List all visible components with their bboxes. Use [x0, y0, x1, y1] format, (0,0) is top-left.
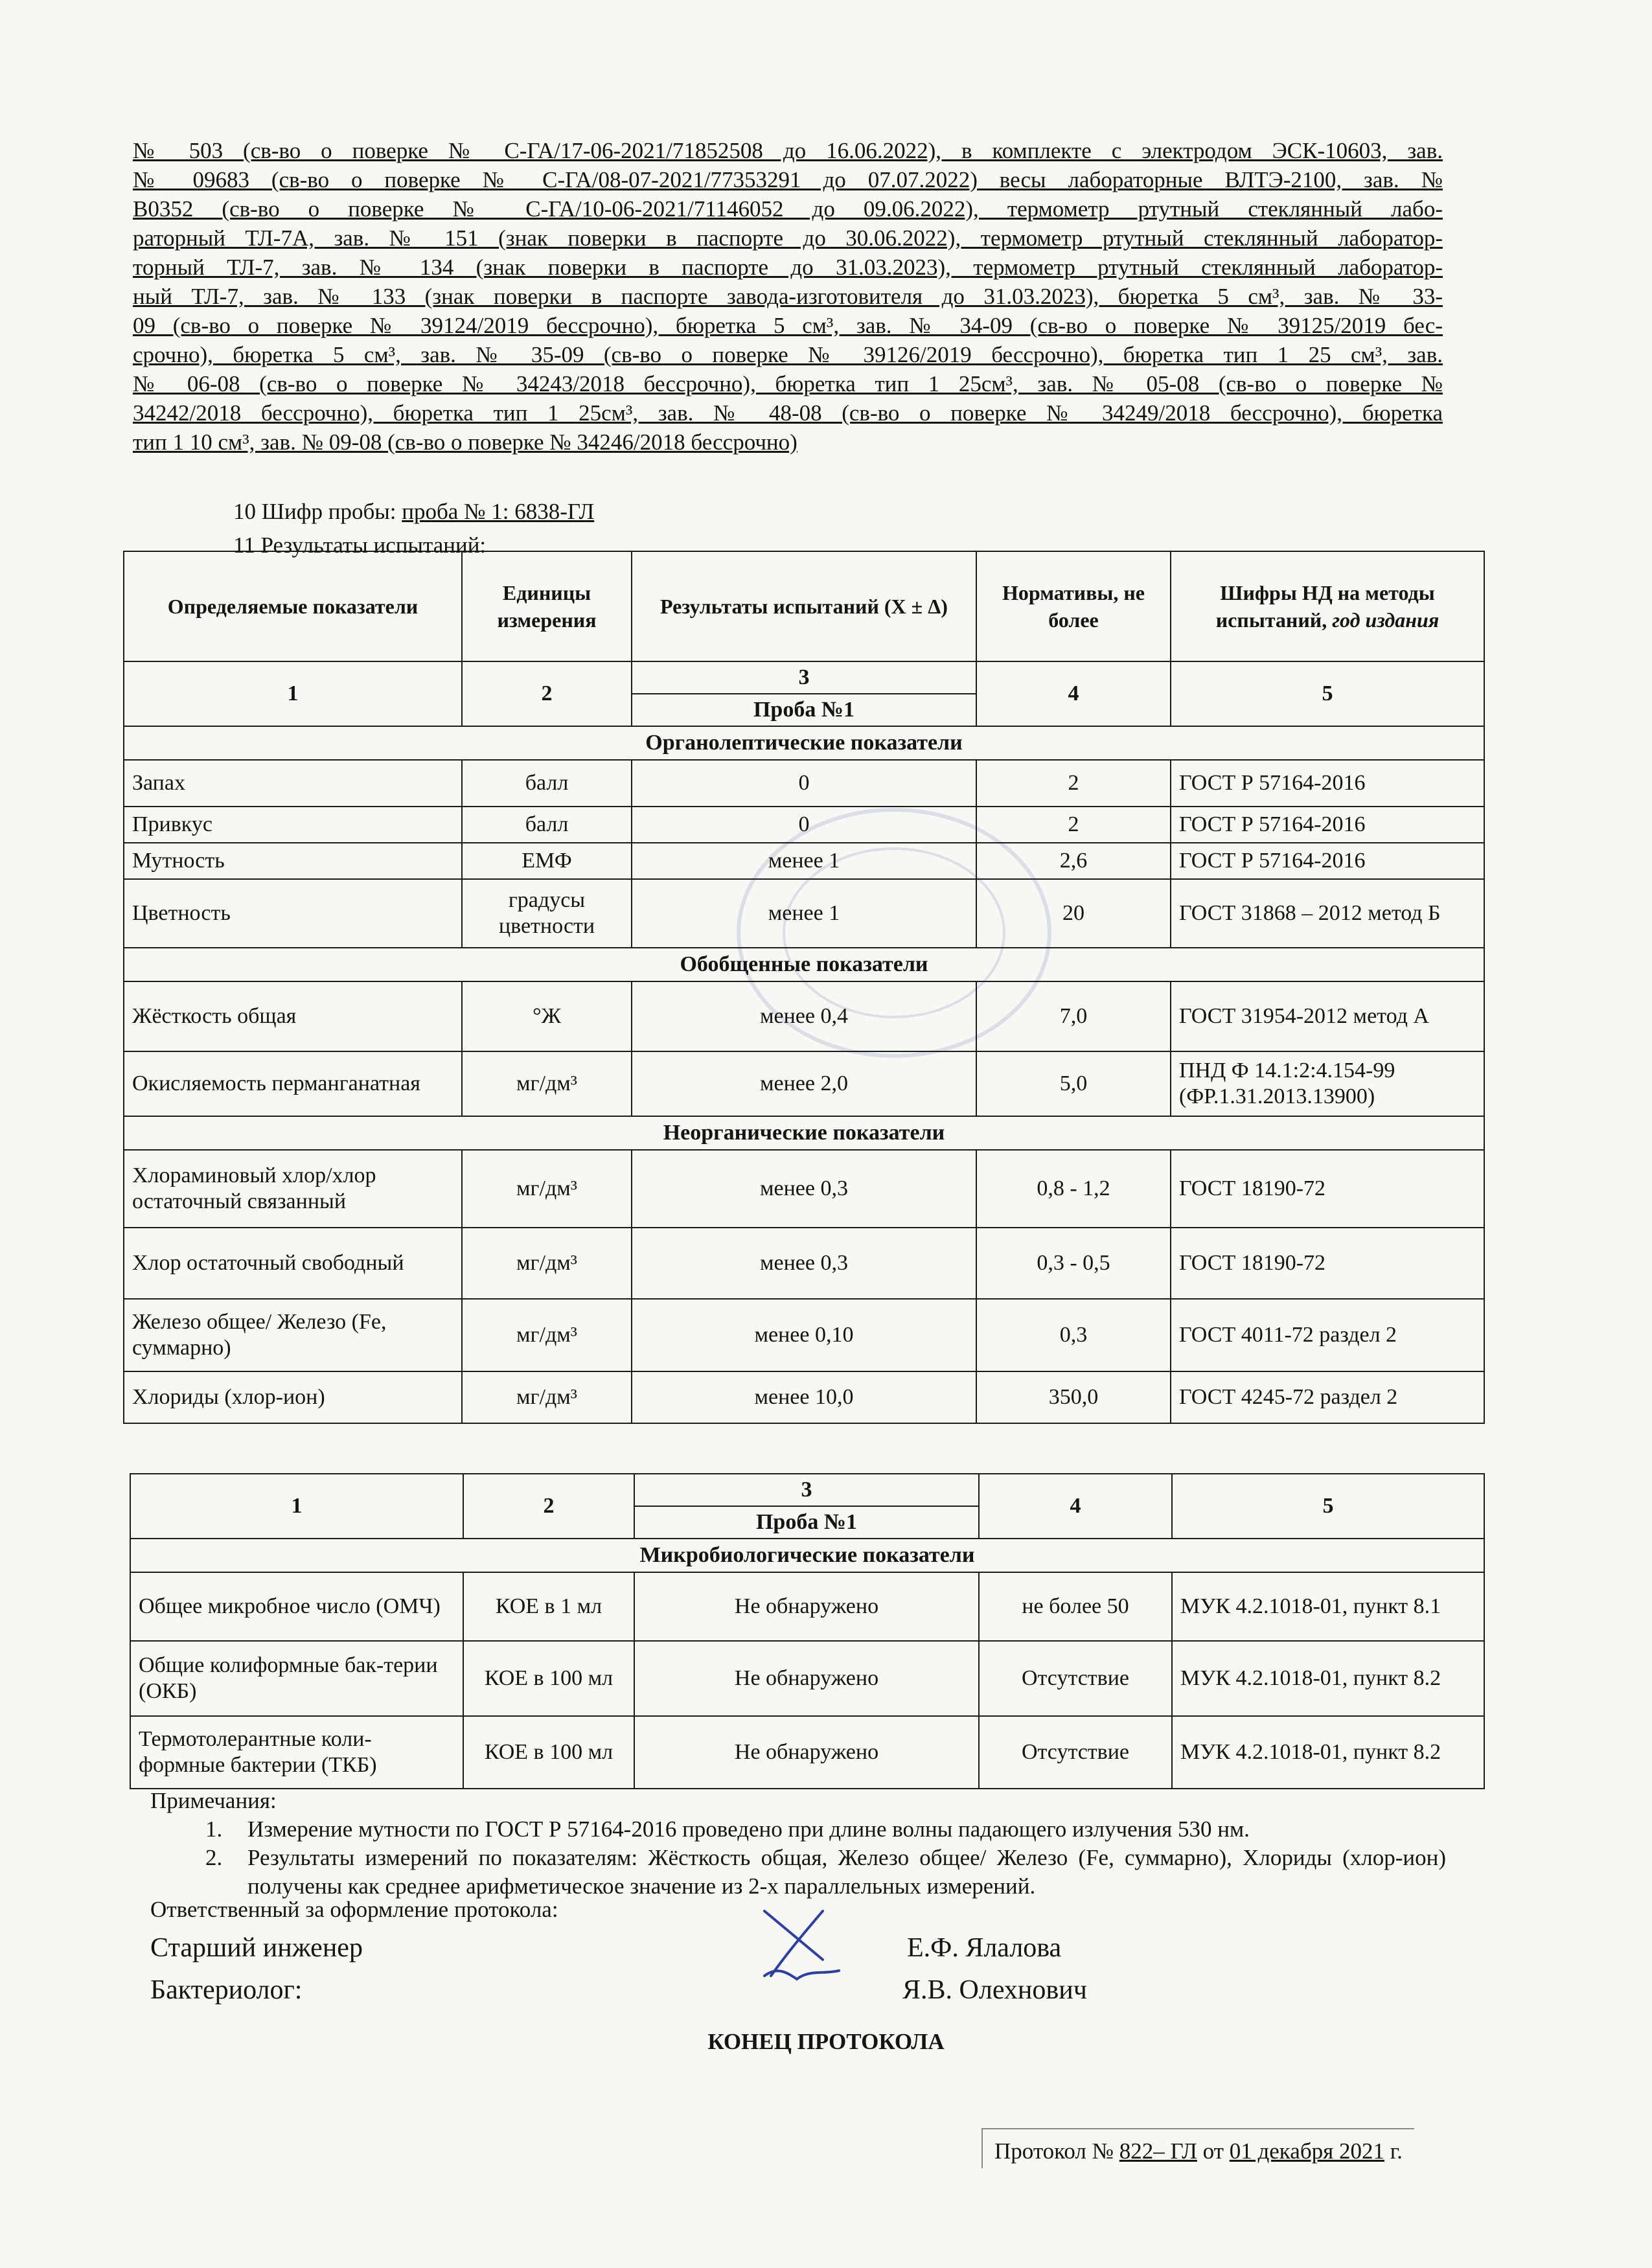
indicator-cell: Железо общее/ Железо (Fe, суммарно) — [124, 1299, 462, 1371]
table-row — [124, 981, 1484, 1051]
results-label: 11 Результаты испытаний: — [233, 533, 487, 558]
indicator-cell: Запах — [124, 760, 462, 807]
header-indicator: Определяемые показатели — [124, 551, 462, 661]
units-cell: мг/дм³ — [462, 1299, 632, 1371]
column-numbers-row — [124, 661, 1484, 694]
note-item — [150, 1815, 1446, 1844]
section-row — [124, 1116, 1484, 1150]
note-number: 1. — [205, 1816, 223, 1842]
col-number: 3 — [634, 1474, 979, 1506]
table-row — [124, 1371, 1484, 1423]
table-row — [124, 1299, 1484, 1371]
header-norms: Нормативы, не более — [976, 551, 1171, 661]
norm-cell: Отсутствие — [979, 1716, 1172, 1789]
norm-cell: 2,6 — [976, 843, 1171, 879]
equipment-line: № 503 (св-во о поверке № С-ГА/17-06-2021/71852508 до 16.06.2022), в комплекте с электродом ЭСК-10603, зав. — [133, 138, 1443, 163]
table-row — [124, 843, 1484, 879]
units-cell: балл — [462, 807, 632, 843]
col-number: 5 — [1171, 661, 1484, 726]
result-cell: 0 — [632, 807, 976, 843]
method-cell: ГОСТ Р 57164-2016 — [1171, 807, 1484, 843]
equipment-line: торный ТЛ-7, зав. № 134 (знак поверки в паспорте до 31.03.2023), термометр ртутный стеклянный лаборатор- — [133, 255, 1443, 280]
col-number: 4 — [979, 1474, 1172, 1539]
equipment-line: раторный ТЛ-7А, зав. № 151 (знак поверки в паспорте до 30.06.2022), термометр ртутный стеклянный лаборатор- — [133, 225, 1443, 251]
indicator-cell: Окисляемость перманганатная — [124, 1051, 462, 1116]
protocol-number: 822– ГЛ — [1119, 2138, 1197, 2164]
units-cell: КОЕ в 100 мл — [463, 1716, 634, 1789]
note-text: Измерение мутности по ГОСТ Р 57164-2016 проведено при длине волны падающего излучения 530 нм. — [247, 1816, 1250, 1842]
sample-code-value: проба № 1: 6838-ГЛ — [402, 499, 595, 524]
header-methods-year: год издания — [1332, 608, 1440, 632]
method-cell: МУК 4.2.1018-01, пункт 8.2 — [1172, 1716, 1484, 1789]
equipment-line: срочно), бюретка 5 см³, зав. № 35-09 (св-во о поверке № 39126/2019 бессрочно), бюретка тип 1 25 см³, зав. — [133, 342, 1443, 367]
result-cell: менее 1 — [632, 879, 976, 948]
equipment-line: № 06-08 (св-во о поверке № 34243/2018 бессрочно), бюретка тип 1 25см³, зав. № 05-08 (св-во о поверке № — [133, 371, 1443, 396]
equipment-line: тип 1 10 см³, зав. № 09-08 (св-во о поверке № 34246/2018 бессрочно) — [133, 430, 797, 455]
sample-label: Проба №1 — [634, 1506, 979, 1539]
signer-name-2: Я.В. Олехнович — [902, 1975, 1087, 2005]
footer-suffix: г. — [1384, 2138, 1403, 2164]
indicator-cell: Термотолерантные коли-формные бактерии (ТКБ) — [130, 1716, 463, 1789]
units-cell: мг/дм³ — [462, 1228, 632, 1299]
end-of-protocol: КОНЕЦ ПРОТОКОЛА — [707, 2029, 945, 2054]
role-bacteriologist: Бактериолог: — [150, 1975, 303, 2005]
units-cell: балл — [462, 760, 632, 807]
result-cell: Не обнаружено — [634, 1572, 979, 1641]
method-cell: ГОСТ Р 57164-2016 — [1171, 760, 1484, 807]
norm-cell: 20 — [976, 879, 1171, 948]
indicator-cell: Хлор остаточный свободный — [124, 1228, 462, 1299]
norm-cell: Отсутствие — [979, 1641, 1172, 1716]
units-cell: мг/дм³ — [462, 1051, 632, 1116]
result-cell: менее 10,0 — [632, 1371, 976, 1423]
header-methods — [1171, 551, 1484, 661]
notes-title: Примечания: — [150, 1788, 277, 1813]
indicator-cell: Привкус — [124, 807, 462, 843]
units-cell: КОЕ в 1 мл — [463, 1572, 634, 1641]
footer-mid: от — [1197, 2138, 1230, 2164]
method-cell: ГОСТ Р 57164-2016 — [1171, 843, 1484, 879]
protocol-date: 01 декабря 2021 — [1229, 2138, 1384, 2164]
section-inorganic: Неорганические показатели — [124, 1116, 1484, 1150]
units-cell: мг/дм³ — [462, 1150, 632, 1228]
handwritten-signature — [726, 1898, 855, 1995]
col-number: 2 — [462, 661, 632, 726]
section-row — [124, 726, 1484, 760]
equipment-line: ный ТЛ-7, зав. № 133 (знак поверки в паспорте завода-изготовителя до 31.03.2023), бюретка 5 см³, зав. № 33- — [133, 284, 1443, 309]
method-cell: ГОСТ 31868 – 2012 метод Б — [1171, 879, 1484, 948]
table-row — [124, 1228, 1484, 1299]
result-cell: менее 0,3 — [632, 1228, 976, 1299]
norm-cell: 5,0 — [976, 1051, 1171, 1116]
results-table-micro — [130, 1473, 1485, 1789]
method-cell: МУК 4.2.1018-01, пункт 8.2 — [1172, 1641, 1484, 1716]
section-general: Обобщенные показатели — [124, 948, 1484, 981]
signer-name-1: Е.Ф. Ялалова — [907, 1933, 1062, 1963]
indicator-cell: Общие колиформные бак-терии (ОКБ) — [130, 1641, 463, 1716]
section-micro: Микробиологические показатели — [130, 1539, 1484, 1572]
method-cell: МУК 4.2.1018-01, пункт 8.1 — [1172, 1572, 1484, 1641]
equipment-line: № 09683 (св-во о поверке № С-ГА/08-07-2021/77353291 до 07.07.2022) весы лабораторные ВЛТЭ-2100, зав. № — [133, 167, 1443, 192]
header-units: Единицы измерения — [462, 551, 632, 661]
table-row — [124, 807, 1484, 843]
col-number: 2 — [463, 1474, 634, 1539]
footer-prefix: Протокол № — [994, 2138, 1119, 2164]
norm-cell: не более 50 — [979, 1572, 1172, 1641]
norm-cell: 0,3 - 0,5 — [976, 1228, 1171, 1299]
result-cell: менее 2,0 — [632, 1051, 976, 1116]
units-cell: КОЕ в 100 мл — [463, 1641, 634, 1716]
section-row — [124, 948, 1484, 981]
units-cell: градусы цветности — [462, 879, 632, 948]
result-cell: Не обнаружено — [634, 1641, 979, 1716]
norm-cell: 2 — [976, 807, 1171, 843]
col-number: 4 — [976, 661, 1171, 726]
units-cell: мг/дм³ — [462, 1371, 632, 1423]
method-cell: ПНД Ф 14.1:2:4.154-99 (ФР.1.31.2013.13900) — [1171, 1051, 1484, 1116]
result-cell: менее 0,10 — [632, 1299, 976, 1371]
results-table-main — [123, 551, 1485, 1424]
sample-code-label: 10 Шифр пробы: — [233, 499, 402, 524]
col-number: 5 — [1172, 1474, 1484, 1539]
section-organoleptic: Органолептические показатели — [124, 726, 1484, 760]
equipment-line: 34242/2018 бессрочно), бюретка тип 1 25см³, зав. № 48-08 (св-во о поверке № 34249/2018 бессрочно), бюретка — [133, 400, 1443, 426]
table-row — [130, 1572, 1484, 1641]
norm-cell: 0,3 — [976, 1299, 1171, 1371]
table-row — [124, 760, 1484, 807]
norm-cell: 2 — [976, 760, 1171, 807]
indicator-cell: Мутность — [124, 843, 462, 879]
method-cell: ГОСТ 4245-72 раздел 2 — [1171, 1371, 1484, 1423]
notes-block — [150, 1787, 1446, 1901]
result-cell: менее 0,3 — [632, 1150, 976, 1228]
method-cell: ГОСТ 18190-72 — [1171, 1150, 1484, 1228]
sample-label: Проба №1 — [632, 694, 976, 726]
result-cell: менее 1 — [632, 843, 976, 879]
table-row — [124, 1150, 1484, 1228]
result-cell: Не обнаружено — [634, 1716, 979, 1789]
note-text: Результаты измерений по показателям: Жёсткость общая, Железо общее/ Железо (Fe, суммарно), Хлориды (хлор-ион) получены как среднее арифметическое значение из 2-х параллельных измерений. — [247, 1845, 1446, 1899]
result-cell: менее 0,4 — [632, 981, 976, 1051]
method-cell: ГОСТ 4011-72 раздел 2 — [1171, 1299, 1484, 1371]
table-row — [124, 879, 1484, 948]
column-numbers-row — [130, 1474, 1484, 1506]
result-cell: 0 — [632, 760, 976, 807]
header-results: Результаты испытаний (Х ± Δ) — [632, 551, 976, 661]
note-number: 2. — [205, 1845, 223, 1870]
col-number: 1 — [124, 661, 462, 726]
table-row — [130, 1716, 1484, 1789]
norm-cell: 7,0 — [976, 981, 1171, 1051]
indicator-cell: Хлораминовый хлор/хлор остаточный связанный — [124, 1150, 462, 1228]
section-row — [130, 1539, 1484, 1572]
units-cell: °Ж — [462, 981, 632, 1051]
sample-code-line — [233, 499, 594, 525]
col-number: 1 — [130, 1474, 463, 1539]
table-row — [130, 1641, 1484, 1716]
units-cell: ЕМФ — [462, 843, 632, 879]
method-cell: ГОСТ 18190-72 — [1171, 1228, 1484, 1299]
equipment-paragraph — [133, 136, 1443, 457]
equipment-line: В0352 (св-во о поверке № С-ГА/10-06-2021/71146052 до 09.06.2022), термометр ртутный стеклянный лабо- — [133, 196, 1443, 222]
protocol-footer — [981, 2128, 1414, 2168]
indicator-cell: Жёсткость общая — [124, 981, 462, 1051]
table-header-row — [124, 551, 1484, 661]
norm-cell: 350,0 — [976, 1371, 1171, 1423]
col-number: 3 — [632, 661, 976, 694]
note-item — [150, 1844, 1446, 1901]
table-row — [124, 1051, 1484, 1116]
role-senior-engineer: Старший инженер — [150, 1933, 363, 1963]
indicator-cell: Общее микробное число (ОМЧ) — [130, 1572, 463, 1641]
header-methods-text: Шифры НД на методы испытаний, — [1215, 581, 1435, 632]
indicator-cell: Цветность — [124, 879, 462, 948]
norm-cell: 0,8 - 1,2 — [976, 1150, 1171, 1228]
responsible-label: Ответственный за оформление протокола: — [150, 1897, 558, 1922]
equipment-line: 09 (св-во о поверке № 39124/2019 бессрочно), бюретка 5 см³, зав. № 34-09 (св-во о поверке № 39125/2019 бес- — [133, 313, 1443, 338]
indicator-cell: Хлориды (хлор-ион) — [124, 1371, 462, 1423]
method-cell: ГОСТ 31954-2012 метод А — [1171, 981, 1484, 1051]
